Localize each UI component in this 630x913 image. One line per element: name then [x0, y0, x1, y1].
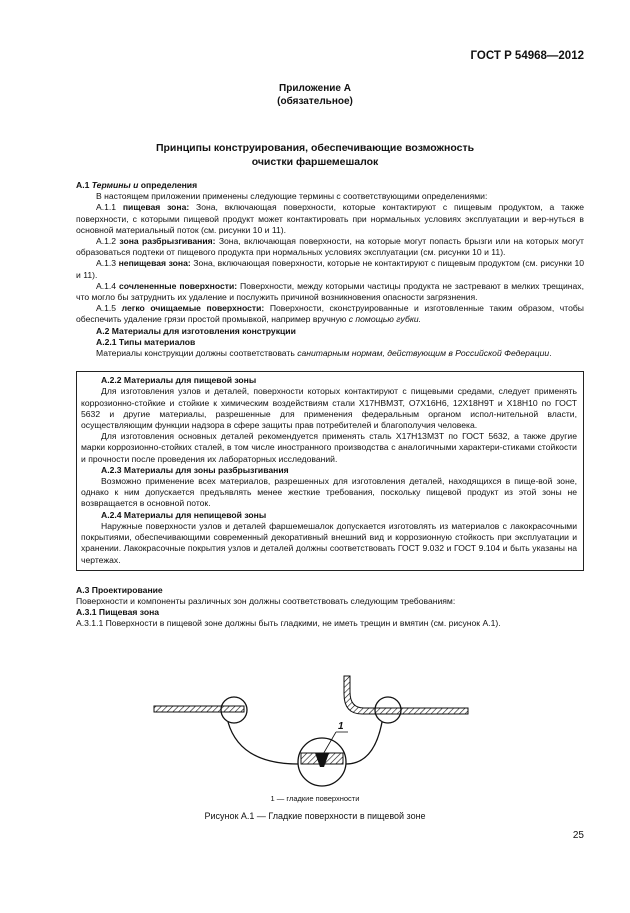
- annex-heading: [0, 82, 630, 108]
- term-a1-2-term: зона разбрызгивания:: [119, 236, 216, 247]
- document-title-line-2: очистки фаршемешалок: [251, 156, 379, 168]
- section-a1-heading: [76, 180, 584, 191]
- figure-key: 1 — гладкие поверхности: [270, 794, 360, 803]
- term-a1-1-term: пищевая зона:: [122, 202, 190, 213]
- term-a1-1-number: А.1.1: [96, 202, 123, 213]
- term-a1-4-number: А.1.4: [96, 280, 119, 291]
- section-a2-1-heading: А.2.1 Типы материалов: [96, 336, 196, 347]
- term-a1-3: [76, 258, 584, 280]
- figure-a1-drawing: [150, 672, 480, 808]
- section-a2-1-text-end: .: [549, 348, 552, 359]
- term-a1-4: [76, 281, 584, 303]
- term-a1-4-term: сочлененные поверхности:: [119, 280, 238, 291]
- annex-status: (обязательное): [277, 96, 353, 107]
- section-a1-number: А.1: [76, 180, 92, 190]
- term-a1-2-number: А.1.2: [96, 236, 120, 247]
- section-a2-2-heading: А.2.2 Материалы для пищевой зоны: [101, 375, 257, 386]
- section-a2-heading: А.2 Материалы для изготовления конструкции: [96, 325, 296, 336]
- page-number: 25: [572, 830, 584, 841]
- changed-text-box: [76, 371, 584, 570]
- section-a2-4-heading: А.2.4 Материалы для непищевой зоны: [101, 509, 267, 520]
- term-a1-3-number: А.1.3: [96, 258, 119, 269]
- term-a1-4-definition: Поверхности, между которыми частицы продукта не застревают в мелких трещинах, что могло бы затруднить их удаление и послужить причиной возникновения опасности загрязнения.: [76, 280, 584, 303]
- bent-plate: [344, 676, 468, 714]
- section-a2-1-text-start: Материалы конструкции должны соответствовать: [96, 348, 298, 359]
- callout-number: 1: [338, 721, 344, 732]
- section-a2-3-text: Возможно применение всех материалов, разрешенных для изготовления деталей, находящихся в пище-вой зоне, однако к ним допускается предъявлять менее жесткие требования, поскольку пищевой продукт из этой зоны не возвращается в основной поток.: [81, 476, 577, 509]
- term-a1-5-term: легко очищаемые поверхности:: [121, 303, 265, 314]
- term-a1-1: [76, 202, 584, 236]
- term-a1-2: [76, 236, 584, 258]
- annex-title: Приложение А: [279, 83, 351, 94]
- horizontal-plate: [154, 706, 244, 712]
- term-a1-5-definition: Поверхности, сконструированные и изготовленные таким образом, чтобы обеспечить удаление грязи простой промывкой, например вручную: [76, 303, 584, 325]
- callout-leader: [322, 732, 336, 756]
- document-title: [40, 141, 590, 169]
- term-a1-5-number: А.1.5: [96, 303, 122, 314]
- section-a2-1-text-italic: санитарным нормам, действующим в Российской Федерации: [297, 348, 550, 359]
- term-a1-3-term: непищевая зона:: [118, 258, 191, 269]
- document-body: [76, 180, 584, 630]
- section-a3-1-1-text: А.3.1.1 Поверхности в пищевой зоне должны быть гладкими, не иметь трещин и вмятин (см. рисунок А.1).: [76, 618, 501, 629]
- section-a2-3-heading: А.2.3 Материалы для зоны разбрызгивания: [101, 464, 289, 475]
- figure-caption: Рисунок А.1 — Гладкие поверхности в пищевой зоне: [204, 811, 426, 821]
- leader-arc-left: [228, 722, 298, 764]
- term-a1-2-definition: Зона, включающая поверхности, на которые могут попасть брызги или на которых могут образоваться подтеки от пищевого продукта при нормальных условиях эксплуатации (см. рисунки 10 и 11).: [76, 236, 584, 258]
- leader-arc-right: [346, 722, 382, 764]
- section-a2-4-text: Наружные поверхности узлов и деталей фаршемешалок допускается изготовлять из материалов с лакокрасочными покрытиями, обеспечивающими современный декоративный внешний вид и коррозионную стойкость при эксплуатации и хранении. Лакокрасочные покрытия узлов и деталей должны соответствовать ГОСТ 9.032 и ГОСТ 9.104 и быть указаны на чертежах.: [81, 520, 577, 565]
- section-a1-heading-rest: определения: [138, 180, 198, 190]
- section-a2-2-para-1: Для изготовления узлов и деталей, поверхности которых контактируют с пищевыми средами, следует применять коррозионно-стойкие и стойкие к химическим воздействиям стали Х17НВМЗТ, О7Х16Н6, 12Х18Н9Т и Х18Н10 по ГОСТ 5632 и другие материалы, разрешенные для применения федеральным органом испол-нительной власти, осуществляющим функции надзора в сфере защиты прав потребителей и благополучия человека.: [81, 386, 577, 431]
- section-a3-heading: А.3 Проектирование: [76, 584, 163, 595]
- section-a1-heading-italic: Термины и: [91, 180, 139, 190]
- section-a3-1-heading: А.3.1 Пищевая зона: [76, 607, 160, 618]
- document-title-line-1: Принципы конструирования, обеспечивающие возможность: [155, 142, 475, 154]
- section-a2-1-text: [76, 348, 584, 359]
- term-a1-5: [76, 303, 584, 325]
- section-a3-intro: Поверхности и компоненты различных зон должны соответствовать следующим требованиям:: [76, 595, 456, 606]
- standard-number: ГОСТ Р 54968—2012: [470, 50, 584, 62]
- term-a1-3-definition: Зона, включающая поверхности, которые не контактируют с пищевым продуктом (см. рисунки 10 и 11).: [76, 258, 584, 280]
- section-a1-intro: В настоящем приложении применены следующие термины с соответствующими определениями:: [96, 191, 488, 202]
- section-a2-2-para-2: Для изготовления основных деталей рекомендуется применять сталь Х17Н13М3Т по ГОСТ 5632, а также другие марки коррозионно-стойких сталей, в том числе иностранного производства с аналогичными характери-стиками стойкости и прочности после проведения их лабораторных исследований.: [81, 431, 577, 464]
- term-a1-1-definition: Зона, включающая поверхности, которые контактируют с пищевым продуктом, а также поверхности, с которыми пищевой продукт может контактировать при нормальных условиях эксплуатации и вер-нуться в основной материальный поток (см. рисунки 10 и 11).: [76, 202, 584, 235]
- term-a1-5-definition-italic: с помощью губки.: [348, 314, 422, 325]
